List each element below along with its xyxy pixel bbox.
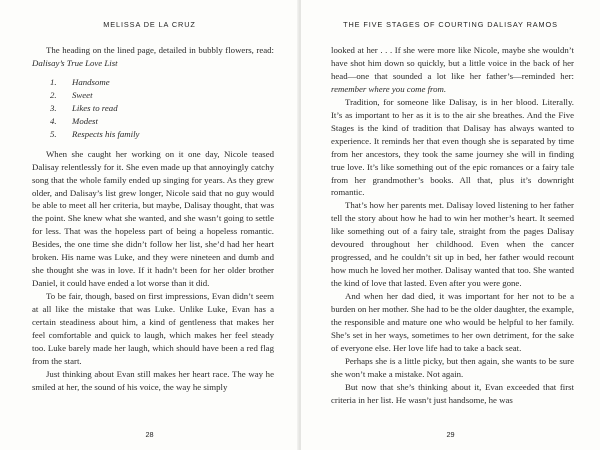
list-number: 4. xyxy=(50,115,57,126)
list-number: 1. xyxy=(50,76,57,87)
true-love-list xyxy=(50,76,274,141)
list-item xyxy=(50,128,274,141)
paragraph: To be fair, though, based on first impressions, Evan didn’t seem at all like the mistake that was Luke. Unlike Luke, Evan has a certain steadiness about him, a kind of gentleness that makes her feel comfortable and quick to laugh, which makes her feel steady too. Luke barely made her laugh, which should have been a red flag from the start. xyxy=(32,291,274,366)
list-number: 3. xyxy=(50,102,57,113)
left-body-text xyxy=(32,44,274,394)
list-text: Respects his family xyxy=(72,128,140,139)
running-head-author: MELISSA DE LA CRUZ xyxy=(103,20,196,29)
page-number: 29 xyxy=(446,430,455,439)
list-text: Handsome xyxy=(72,76,110,87)
list-item xyxy=(50,115,274,128)
list-text: Sweet xyxy=(72,89,93,100)
italic-phrase: remember where you come from. xyxy=(331,83,447,94)
list-item xyxy=(50,76,274,89)
continued-paragraph xyxy=(331,44,574,96)
right-body-text xyxy=(331,44,574,407)
page-number: 28 xyxy=(145,430,154,439)
paragraph: That’s how her parents met. Dalisay loved listening to her father tell the story about how he had to win her mother’s heart. It seemed like something out of a fairy tale, straight from the pages Dalisay devoured throughout her childhood. Even when the cancer progressed, and he couldn’t sit up in bed, her father would recount how much he loved her mother. Dalisay wanted that too. She wanted the kind of love that lasted. Even after you were gone. xyxy=(331,200,574,289)
running-head-title: THE FIVE STAGES OF COURTING DALISAY RAMOS xyxy=(343,20,558,29)
intro-paragraph xyxy=(32,44,274,70)
list-text: Likes to read xyxy=(72,102,118,113)
paragraph: Tradition, for someone like Dalisay, is in her blood. Literally. It’s as important to her as it is to the air she breathes. And the Five Stages is the kind of tradition that Dalisay has always wanted to experience. It reminds her that even though she is separated by time from her ancestors, they took the same journey she will in finding true love. It’s like something out of the epic romances or a fairy tale from her grandmother’s books. All that, plus it’s downright romantic. xyxy=(331,96,574,198)
list-text: Modest xyxy=(72,115,98,126)
list-title: Dalisay’s True Love List xyxy=(32,57,118,68)
paragraph: But now that she’s thinking about it, Evan exceeded that first criteria in her list. He wasn’t just handsome, he was xyxy=(331,381,574,405)
paragraph: Just thinking about Evan still makes her heart race. The way he smiled at her, the sound of his voice, the way he simply xyxy=(32,368,274,392)
right-page xyxy=(301,0,600,450)
list-item xyxy=(50,102,274,115)
continued-text: looked at her . . . If she were more like Nicole, maybe she wouldn’t have shot him down so quickly, but a little voice in the back of her head—one that sounded a lot like her father’s—reminded her: xyxy=(331,45,574,81)
list-number: 2. xyxy=(50,89,57,100)
intro-text: The heading on the lined page, detailed in bubbly flowers, read: xyxy=(46,45,274,55)
paragraph: When she caught her working on it one day, Nicole teased Dalisay relentlessly for it. She even made up that annoyingly catchy song that the whole family ended up singing for years. As they grew older, and Dalisay’s list grew longer, Nicole said that no guy would be able to meet all her criteria, but maybe, Dalisay thought, that was the point. She knew what she wanted, and she wasn’t going to settle for less. That was the hopeless part of being a hopeless romantic. Besides, the one time she didn’t follow her list, she’d had her heart broken. His name was Luke, and they were nineteen and dumb and she thought she was in love. If it hadn’t been for her older brother Daniel, it could have ended a lot worse than it did. xyxy=(32,148,274,289)
paragraph: Perhaps she is a little picky, but then again, she wants to be sure she won’t make a mistake. Not again. xyxy=(331,355,574,379)
list-number: 5. xyxy=(50,128,57,139)
paragraph: And when her dad died, it was important for her not to be a burden on her mother. She had to be the older daughter, the example, the responsible and mature one who would be helpful to her family. She’s set in her ways, sometimes to her own detriment, for the sake of everyone else. Her love life had to take a back seat. xyxy=(331,291,574,353)
list-item xyxy=(50,89,274,102)
left-page xyxy=(0,0,299,450)
